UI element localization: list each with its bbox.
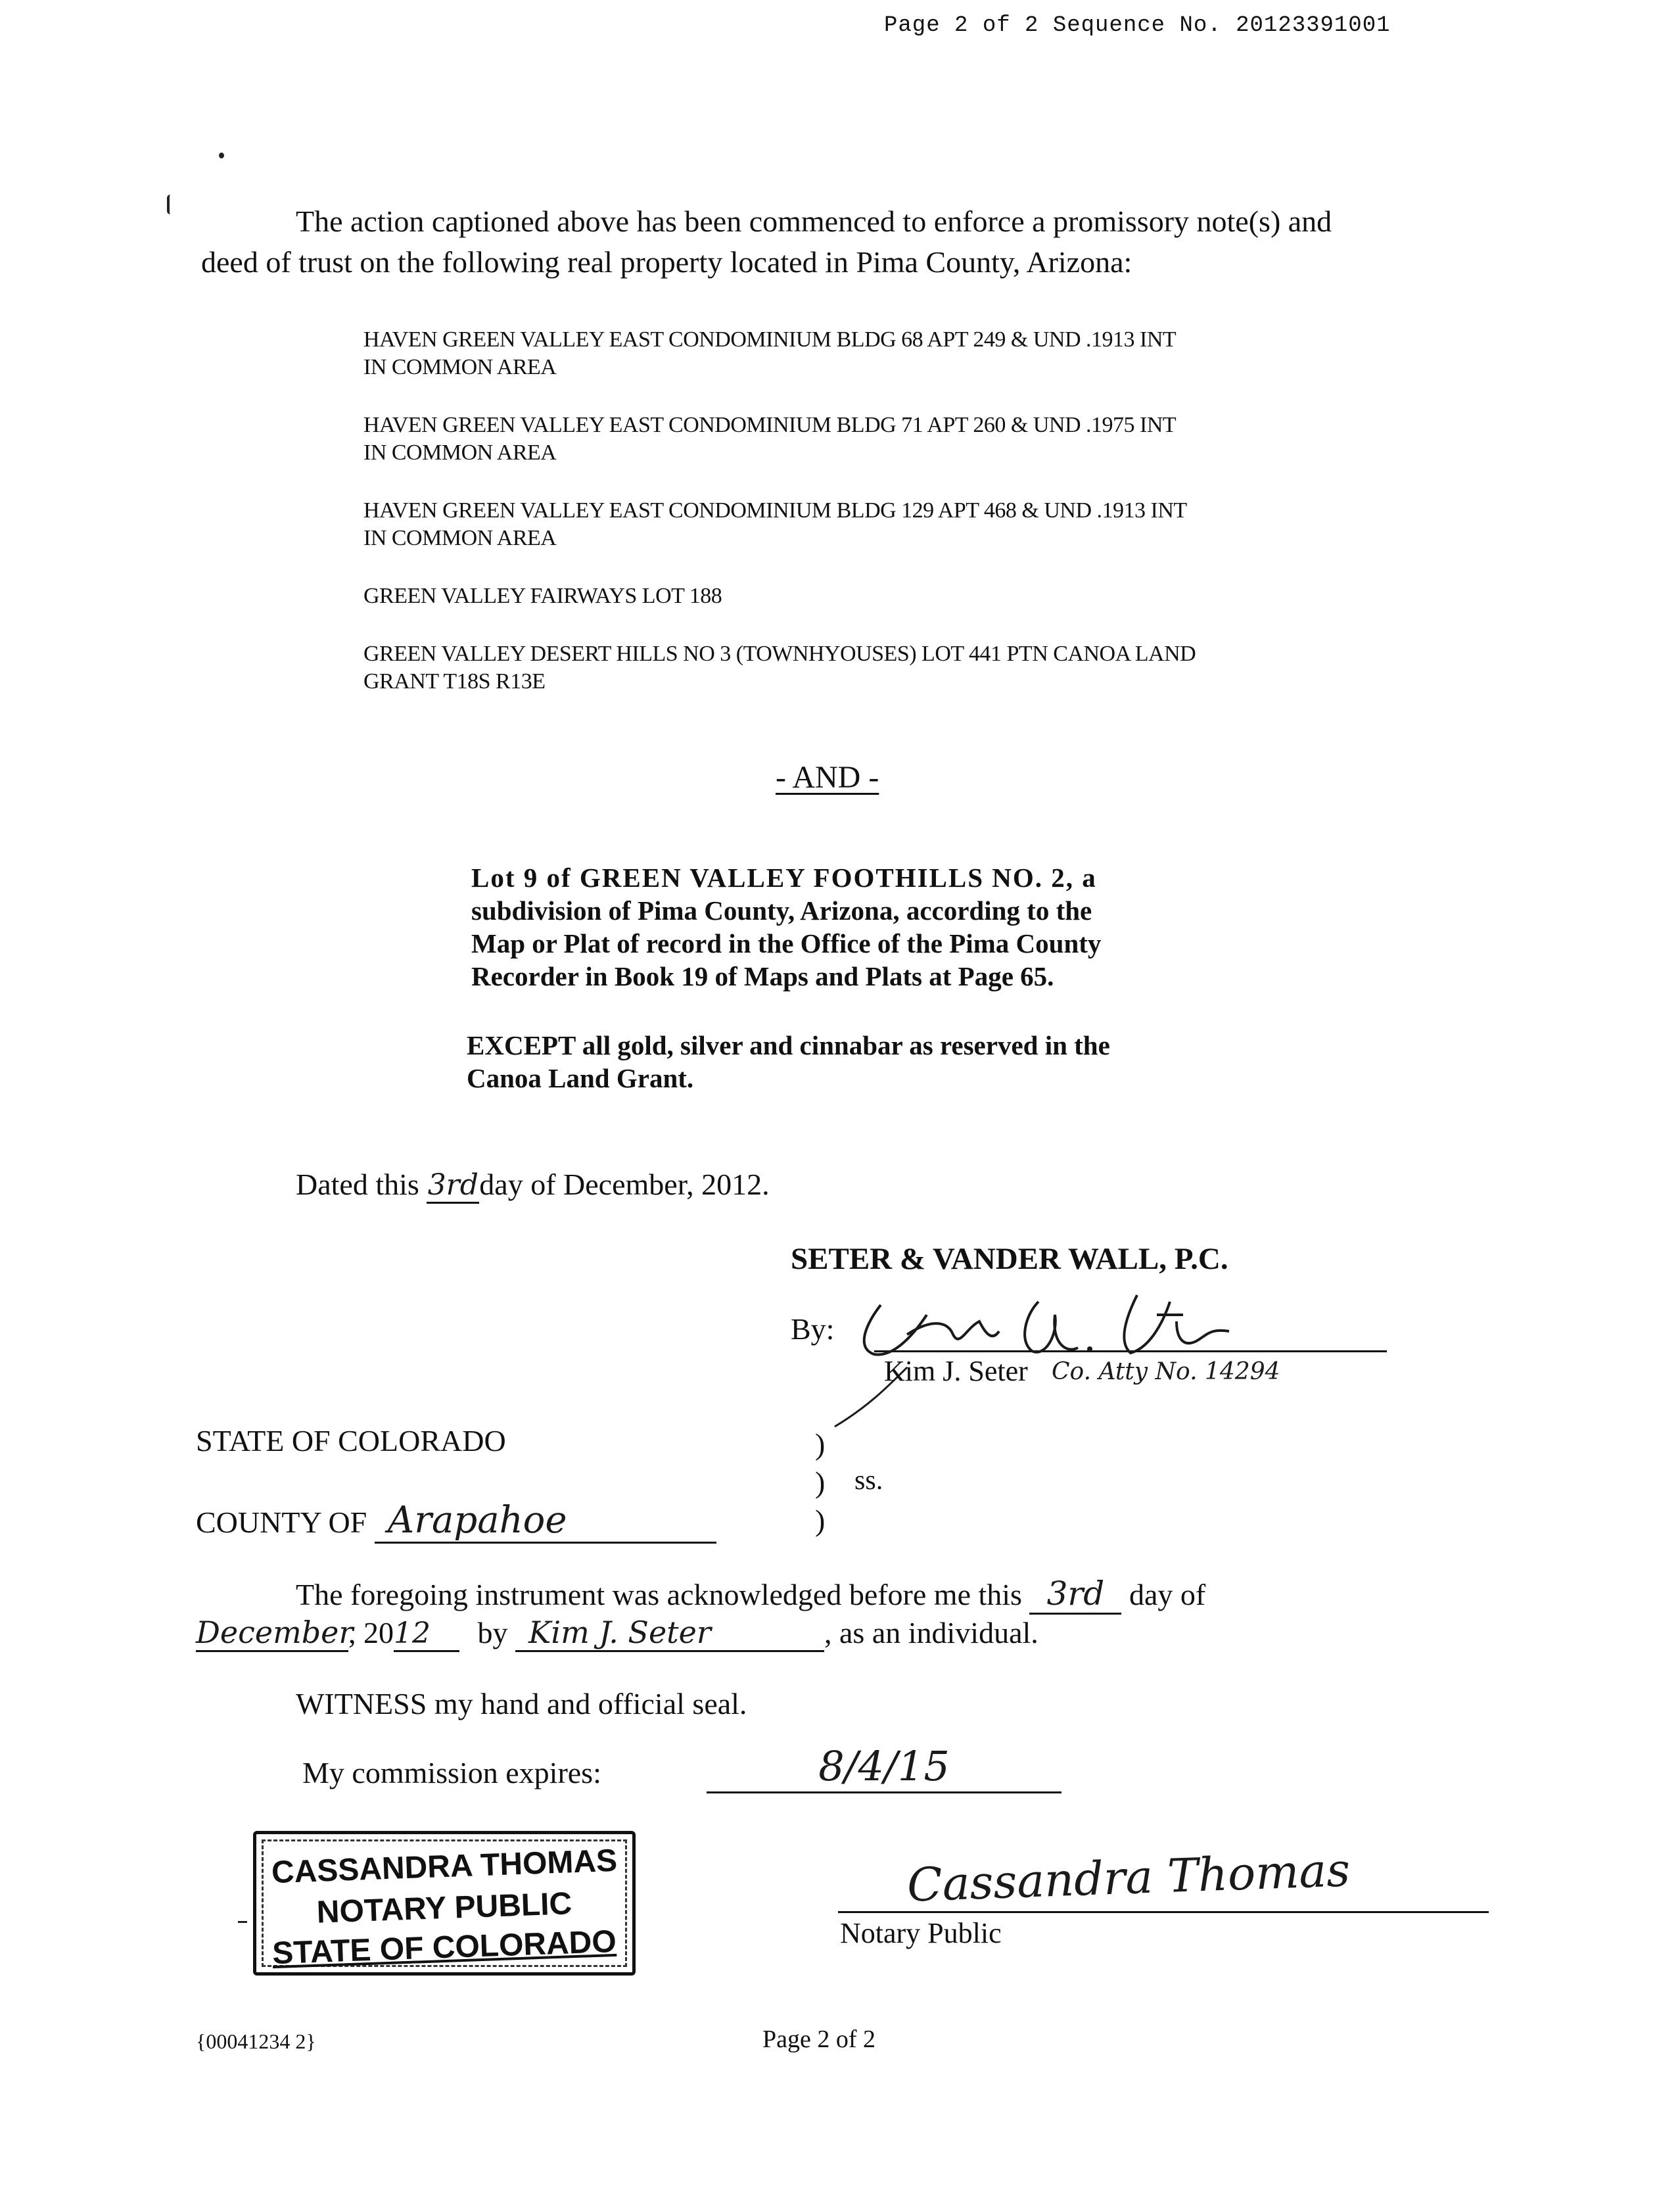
venue-paren-1: ) [815,1427,826,1461]
except-clause: EXCEPT all gold, silver and cinnabar as reserved in the Canoa Land Grant. [467,1030,1110,1093]
and-heading: - AND - [776,760,879,795]
property-3: HAVEN GREEN VALLEY EAST CONDOMINIUM BLDG 129 APT 468 & UND .1913 INT IN COMMON AREA [363,498,1187,550]
scan-mark [219,153,224,158]
notary-stamp: CASSANDRA THOMAS NOTARY PUBLIC STATE OF COLORADO [253,1831,636,1976]
ack-month: December [196,1615,348,1652]
venue-paren-3: ) [815,1504,826,1537]
property-2: HAVEN GREEN VALLEY EAST CONDOMINIUM BLDG 71 APT 260 & UND .1975 INT IN COMMON AREA [363,413,1177,465]
commission-date: 8/4/15 [707,1742,1062,1793]
ack-line-1: The foregoing instrument was acknowledged before me this 3rd day of [296,1575,1205,1615]
ack-name: Kim J. Seter [515,1615,824,1652]
venue-county: Arapahoe [375,1499,716,1544]
witness-line: WITNESS my hand and official seal. [296,1687,747,1720]
ack-line-2: December, 2012 by Kim J. Seter , as an individual. [196,1615,1038,1652]
signer-name: Kim J. Seter [884,1355,1028,1387]
property-4: GREEN VALLEY FAIRWAYS LOT 188 [363,584,722,608]
page-number: Page 2 of 2 [762,2025,876,2053]
venue-ss: ss. [854,1465,883,1496]
notary-signature-line [838,1911,1489,1913]
notary-label: Notary Public [840,1917,1002,1949]
intro-line-2: deed of trust on the following real property located in Pima County, Arizona: [201,245,1132,279]
property-5: GREEN VALLEY DESERT HILLS NO 3 (TOWNHYOUSES) LOT 441 PTN CANOA LAND GRANT T18S R13E [363,642,1196,694]
ack-year: 12 [394,1617,459,1652]
property-1: HAVEN GREEN VALLEY EAST CONDOMINIUM BLDG 68 APT 249 & UND .1913 INT IN COMMON AREA [363,327,1177,379]
venue-paren-2: ) [815,1465,826,1499]
sequence-header: Page 2 of 2 Sequence No. 20123391001 [884,13,1391,38]
scan-mark [167,195,174,214]
firm-name: SETER & VANDER WALL, P.C. [791,1242,1228,1276]
by-label: By: [791,1312,835,1346]
dated-day: 3rd [427,1168,479,1204]
attorney-number: Co. Atty No. 14294 [1052,1358,1280,1385]
venue-state: STATE OF COLORADO [196,1424,506,1457]
notary-signature: Cassandra Thomas [906,1843,1351,1912]
dated-line: Dated this 3rdday of December, 2012. [296,1167,770,1204]
ack-day: 3rd [1029,1575,1121,1615]
lot-description: Lot 9 of GREEN VALLEY FOOTHILLS NO. 2, a subdivision of Pima County, Arizona, according to the Map or Plat of record in the Office of the Pima County Recorder in Book 19 of Maps and Plats at Page 65. [471,863,1102,991]
commission-label: My commission expires: [302,1756,601,1789]
stamp-mark [238,1921,247,1923]
intro-line-1: The action captioned above has been commenced to enforce a promissory note(s) and [296,204,1332,238]
doc-id: {00041234 2} [196,2029,316,2053]
venue-county-line: COUNTY OF Arapahoe [196,1499,716,1544]
